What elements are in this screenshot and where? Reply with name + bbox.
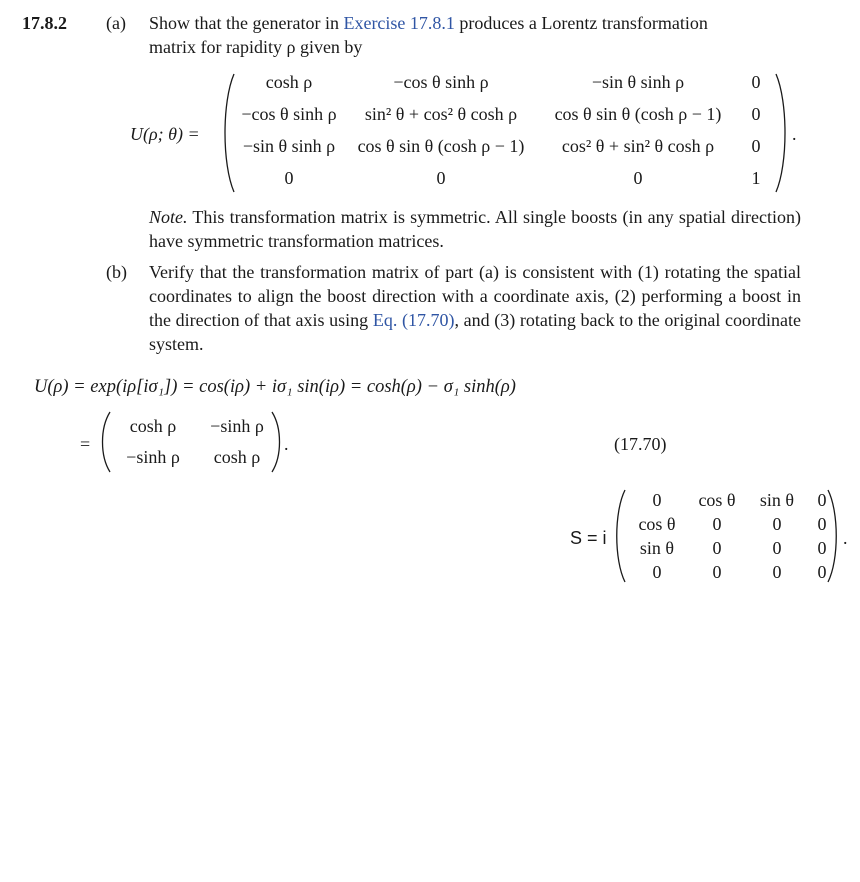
matrix-u-cell: cos θ sin θ (cosh ρ − 1) — [554, 103, 722, 124]
matrix-u-row — [236, 66, 776, 98]
part-a-line1-pre: Show that the generator in — [149, 13, 344, 33]
note-text: This transformation matrix is symmetric. All single boosts (in any spatial direction) have symmetric transformation matrices. — [149, 207, 801, 251]
matrix-u-cell: 0 — [751, 135, 761, 156]
matrix-u-cell: cos² θ + sin² θ cosh ρ — [561, 135, 715, 156]
matrix-u-left-paren — [222, 72, 236, 194]
exercise-17-8-1-link[interactable]: Exercise 17.8.1 — [343, 13, 455, 33]
matrix-u-row — [236, 98, 776, 130]
part-b-paragraph — [149, 260, 801, 356]
matrix-u-cell: 0 — [284, 167, 294, 188]
matrix-s-cell: sin θ — [759, 489, 795, 510]
matrix-u-cell: cosh ρ — [265, 71, 313, 92]
matrix-u-cell: −cos θ sinh ρ — [393, 71, 489, 92]
equation-tag: (17.70) — [614, 434, 667, 454]
matrix-s-period: . — [843, 528, 848, 548]
matrix-u-cell: 0 — [751, 71, 761, 92]
matrix-s — [628, 488, 838, 584]
problem-number: 17.8.2 — [22, 13, 67, 33]
matrix-s-cell: 0 — [817, 561, 827, 582]
matrix-u-lhs: U(ρ; θ) = — [130, 124, 200, 144]
matrix-boost-cell: cosh ρ — [129, 416, 177, 436]
matrix-u-cell: −sin θ sinh ρ — [242, 135, 336, 156]
matrix-s-cell: 0 — [712, 561, 722, 582]
matrix-u-cell: 0 — [633, 167, 643, 188]
matrix-s-cell: cos θ — [698, 489, 736, 510]
matrix-s-cell: 0 — [817, 489, 827, 510]
matrix-u-cell: 0 — [436, 167, 446, 188]
matrix-s-cell: 0 — [772, 561, 782, 582]
matrix-u-right-paren — [774, 72, 788, 194]
matrix-s-cell: 0 — [817, 537, 827, 558]
part-b-label: (b) — [106, 262, 127, 282]
matrix-s-right-paren — [826, 488, 839, 584]
matrix-s-cell: 0 — [772, 537, 782, 558]
matrix-s-cell: 0 — [712, 513, 722, 534]
part-a-line1 — [149, 11, 801, 35]
eq-17-70-link[interactable]: Eq. (17.70) — [372, 310, 455, 330]
matrix-s-cell: sin θ — [639, 537, 675, 558]
matrix-u-cell: 0 — [751, 103, 761, 124]
matrix-u-cell: cos θ sin θ (cosh ρ − 1) — [357, 135, 525, 156]
matrix-s-row — [628, 512, 838, 536]
equation-17-70-line1: U(ρ) = exp(iρ[iσ₁]) = cos(iρ) + iσ₁ sin(iρ) = cosh(ρ) − σ₁ sinh(ρ) — [34, 377, 516, 397]
matrix-boost-row — [112, 442, 280, 473]
matrix-u — [236, 66, 776, 194]
matrix-u-period: . — [792, 124, 797, 144]
matrix-s-cell: cos θ — [638, 513, 676, 534]
part-a-line2: matrix for rapidity ρ given by — [149, 37, 363, 57]
matrix-s-row — [628, 560, 838, 584]
matrix-s-lhs-text: S = i — [570, 528, 607, 548]
matrix-boost-row — [112, 411, 280, 442]
matrix-u-cell: −cos θ sinh ρ — [241, 103, 337, 124]
part-a-line1-post: produces a Lorentz transformation — [454, 13, 708, 33]
matrix-u-cell: 1 — [751, 167, 761, 188]
part-b-text-pre: Verify that the transformation matrix of part (a) is consistent with (1) rotating the spatial coordinates to align the boost direction with a coordinate axis, (2) performing a boost in the direction of that axis using — [149, 262, 801, 330]
matrix-boost-cell: −sinh ρ — [126, 447, 180, 467]
part-a-label: (a) — [106, 13, 126, 33]
matrix-s-row — [628, 488, 838, 512]
matrix-s-cell: 0 — [772, 513, 782, 534]
matrix-s-lhs — [570, 526, 607, 550]
matrix-boost-cell: cosh ρ — [213, 447, 261, 467]
note-lead: Note. — [149, 207, 188, 227]
matrix-u-cell: −sin θ sinh ρ — [591, 71, 685, 92]
matrix-s-left-paren — [614, 488, 627, 584]
matrix-boost-left-paren — [100, 410, 112, 474]
matrix-s-cell: 0 — [652, 561, 662, 582]
matrix-u-row — [236, 162, 776, 194]
matrix-boost-right-paren — [270, 410, 282, 474]
matrix-s-cell: 0 — [652, 489, 662, 510]
note-paragraph — [149, 205, 801, 253]
matrix-s-cell: 0 — [712, 537, 722, 558]
equation-17-70-equals: = — [80, 434, 91, 454]
matrix-u-row — [236, 130, 776, 162]
matrix-boost — [112, 411, 280, 473]
matrix-s-cell: 0 — [817, 513, 827, 534]
matrix-boost-period: . — [284, 434, 289, 454]
part-b-text-post: , and (3) rotating back to the original coordinate system. — [149, 310, 802, 354]
matrix-u-cell: sin² θ + cos² θ cosh ρ — [364, 103, 518, 124]
matrix-s-row — [628, 536, 838, 560]
matrix-boost-cell: −sinh ρ — [210, 416, 264, 436]
